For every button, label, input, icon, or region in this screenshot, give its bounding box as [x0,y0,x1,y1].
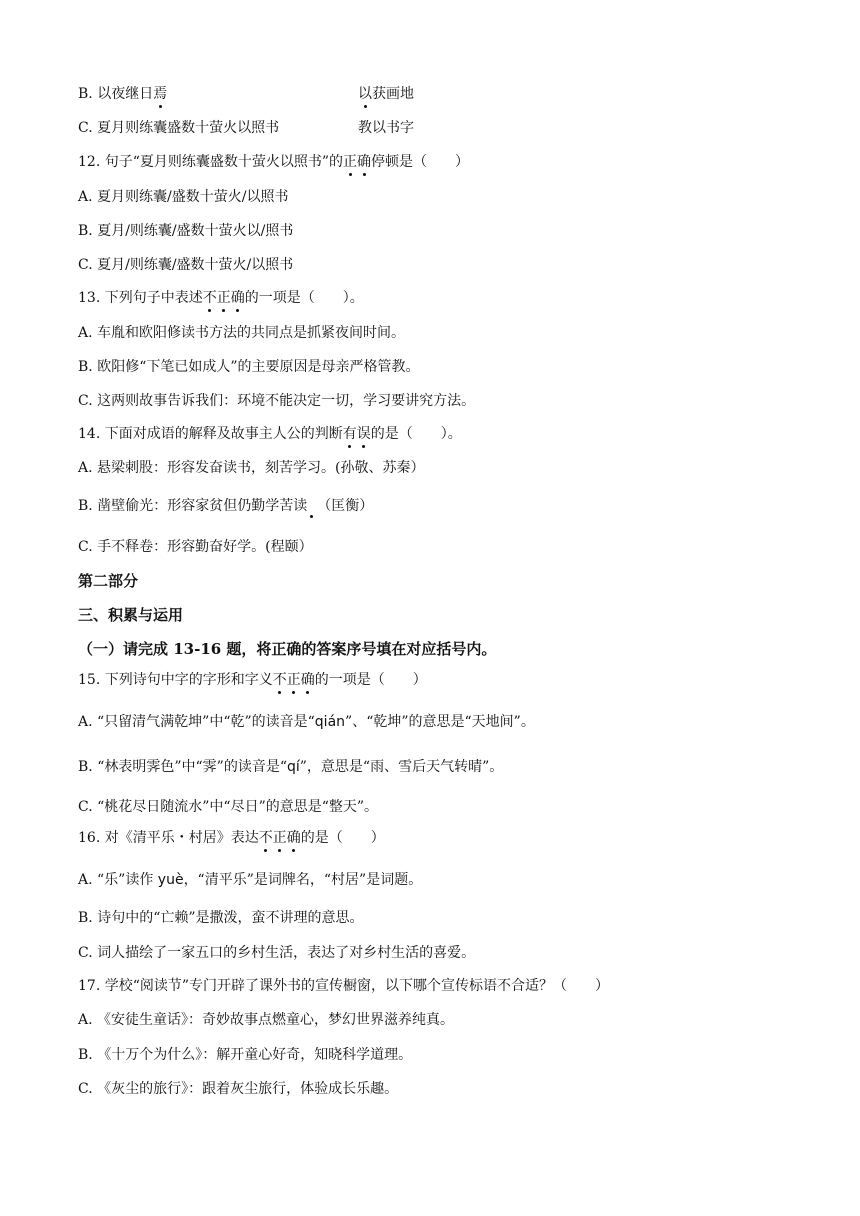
question-16: 16. 对《清平乐・村居》表达不正确的是（ ） [78,830,385,846]
emphasis-char: 有 [342,426,357,442]
emphasis-char: 不 [202,290,217,306]
emphasis-char: 确 [300,672,315,688]
question-12: 12. 句子“夏月则练囊盛数十萤火以照书”的正确停顿是（ ） [78,154,470,170]
subsection-instruction: （一）请完成 13-16 题，将正确的答案序号填在对应括号内。 [78,640,497,658]
option-b-14: B. 凿壁偷光：形容家贫但仍勤学苦读 （匡衡） [78,498,374,514]
emphasis-char: 确 [357,154,372,170]
option-c-11: C. 夏月则练囊盛数十萤火以照书 [78,120,280,136]
emphasis-char: 正 [343,154,358,170]
pinyin: qí [286,759,300,775]
option-a-12: A. 夏月则练囊/盛数十萤火/以照书 [78,189,289,205]
option-c-16: C. 词人描绘了一家五口的乡村生活，表达了对乡村生活的喜爱。 [78,945,476,961]
emphasis-char: 不 [272,672,287,688]
emphasis-char: 正 [216,290,231,306]
emphasis-char: 焉 [153,86,168,102]
option-c-15: C. “桃花尽日随流水”中“尽日”的意思是“整天”。 [78,799,379,815]
option-b-16: B. 诗句中的“亡赖”是撒泼，蛮不讲理的意思。 [78,910,364,926]
stray-dot-mark [307,496,317,516]
question-17: 17. 学校“阅读节”专门开辟了课外书的宣传橱窗，以下哪个宣传标语不合适？（ ） [78,978,610,994]
emphasis-char: 误 [356,426,371,442]
question-13: 13. 下列句子中表述不正确的一项是（ ）。 [78,290,364,306]
option-a-13: A. 车胤和欧阳修读书方法的共同点是抓紧夜间时间。 [78,325,406,341]
option-c-13: C. 这两则故事告诉我们：环境不能决定一切，学习要讲究方法。 [78,393,476,409]
option-c-12: C. 夏月/则练囊/盛数十萤火/以照书 [78,257,294,273]
pinyin: qián [314,714,346,730]
option-b-11: B. 以夜继日焉 [78,86,168,102]
option-b-12: B. 夏月/则练囊/盛数十萤火以/照书 [78,223,294,239]
emphasis-char: 不 [258,830,273,846]
emphasis-char: 正 [272,830,287,846]
option-c-14: C. 手不释卷：形容勤奋好学。(程颐） [78,539,313,555]
option-c-11-right: 教以书字 [358,120,414,136]
option-c-17: C. 《灰尘的旅行》：跟着灰尘旅行，体验成长乐趣。 [78,1081,399,1097]
pinyin: yuè [157,872,184,888]
option-a-17: A. 《安徒生童话》：奇妙故事点燃童心，梦幻世界滋养纯真。 [78,1012,455,1028]
question-14: 14. 下面对成语的解释及故事主人公的判断有误的是（ ）。 [78,426,462,442]
emphasis-char: 确 [286,830,301,846]
part-heading: 第二部分 [78,572,139,590]
emphasis-char: 正 [286,672,301,688]
option-b-17: B. 《十万个为什么》：解开童心好奇，知晓科学道理。 [78,1047,413,1063]
section-heading: 三、积累与运用 [78,606,184,624]
option-a-14: A. 悬梁刺股：形容发奋读书，刻苦学习。(孙敬、苏秦） [78,460,425,476]
emphasis-char: 确 [230,290,245,306]
option-b-15: B. “林表明霁色”中“霁”的读音是“qí”，意思是“雨、雪后天气转晴”。 [78,759,504,775]
question-15: 15. 下列诗句中字的字形和字义不正确的一项是（ ） [78,672,427,688]
option-a-15: A. “只留清气满乾坤”中“乾”的读音是“qián”、“乾坤”的意思是“天地间”。 [78,714,535,730]
emphasis-char: 以 [358,86,372,102]
option-b-13: B. 欧阳修“下笔已如成人”的主要原因是母亲严格管教。 [78,359,420,375]
option-a-16: A. “乐”读作 yuè，“清平乐”是词牌名，“村居”是词题。 [78,872,423,888]
option-b-11-right: 以获画地 [358,86,414,102]
